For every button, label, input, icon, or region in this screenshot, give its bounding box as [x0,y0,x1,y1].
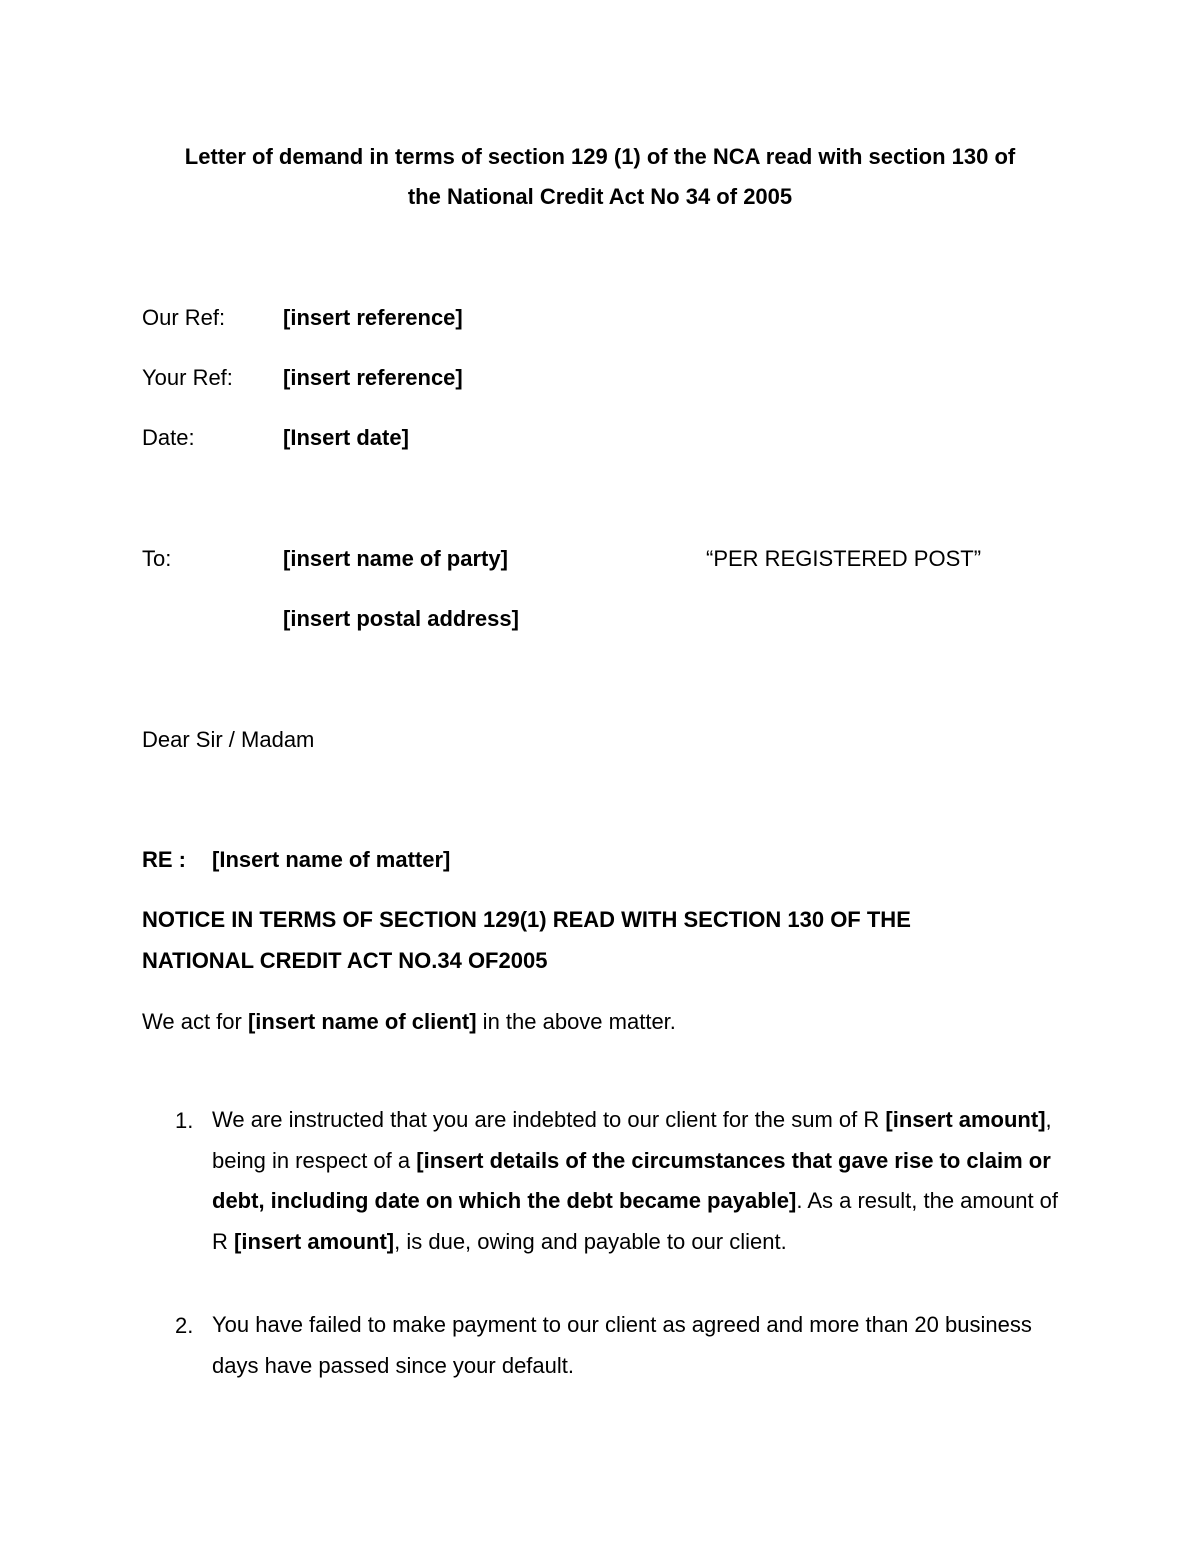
our-ref-label: Our Ref: [142,305,226,330]
re-label: RE : [142,847,186,872]
intro-paragraph [142,1009,676,1035]
date-label: Date: [142,425,195,450]
intro-text-before: We act for [142,1009,248,1034]
notice-heading-line-2: NATIONAL CREDIT ACT NO.34 OF2005 [142,948,548,973]
letter-title-line-1: Letter of demand in terms of section 129 (1) of the NCA read with section 130 of [184,144,1016,169]
date-value: [Insert date] [283,425,409,450]
item-2-paragraph: You have failed to make payment to our client as agreed and more than 20 business days have passed since your default. [212,1312,1032,1378]
intro-text-after: in the above matter. [476,1009,676,1034]
letter-title-line-2: the National Credit Act No 34 of 2005 [407,184,793,209]
item-1-text-2: , being in respect of a [212,1107,1052,1173]
item-1-amount: [insert amount] [885,1107,1046,1132]
recipient-name: [insert name of party] [283,546,508,571]
notice-heading-line-1: NOTICE IN TERMS OF SECTION 129(1) READ WITH SECTION 130 OF THE [142,907,911,932]
item-1-text-1: We are instructed that you are indebted to our client for the sum of R [212,1107,886,1132]
item-1-circumstances: [insert details of the circumstances that gave rise to claim or debt, including date on which the debt became payable] [212,1147,1051,1213]
salutation: Dear Sir / Madam [142,727,315,752]
delivery-method: “PER REGISTERED POST” [706,546,982,571]
item-1-paragraph [212,1100,1062,1262]
item-1-number: 1. [175,1108,194,1133]
item-1-text-4: , is due, owing and payable to our client. [394,1228,787,1254]
item-2-number: 2. [175,1313,194,1338]
intro-client: [insert name of client] [247,1009,477,1034]
your-ref-label: Your Ref: [142,365,233,390]
item-1-amount-due: [insert amount] [234,1228,395,1254]
recipient-address: [insert postal address] [283,606,519,631]
to-label: To: [142,546,172,571]
item-1-text-3: . As a result, the amount of R [212,1188,1059,1254]
our-ref-value: [insert reference] [283,305,463,330]
your-ref-value: [insert reference] [283,365,463,390]
re-matter: [Insert name of matter] [212,847,451,872]
